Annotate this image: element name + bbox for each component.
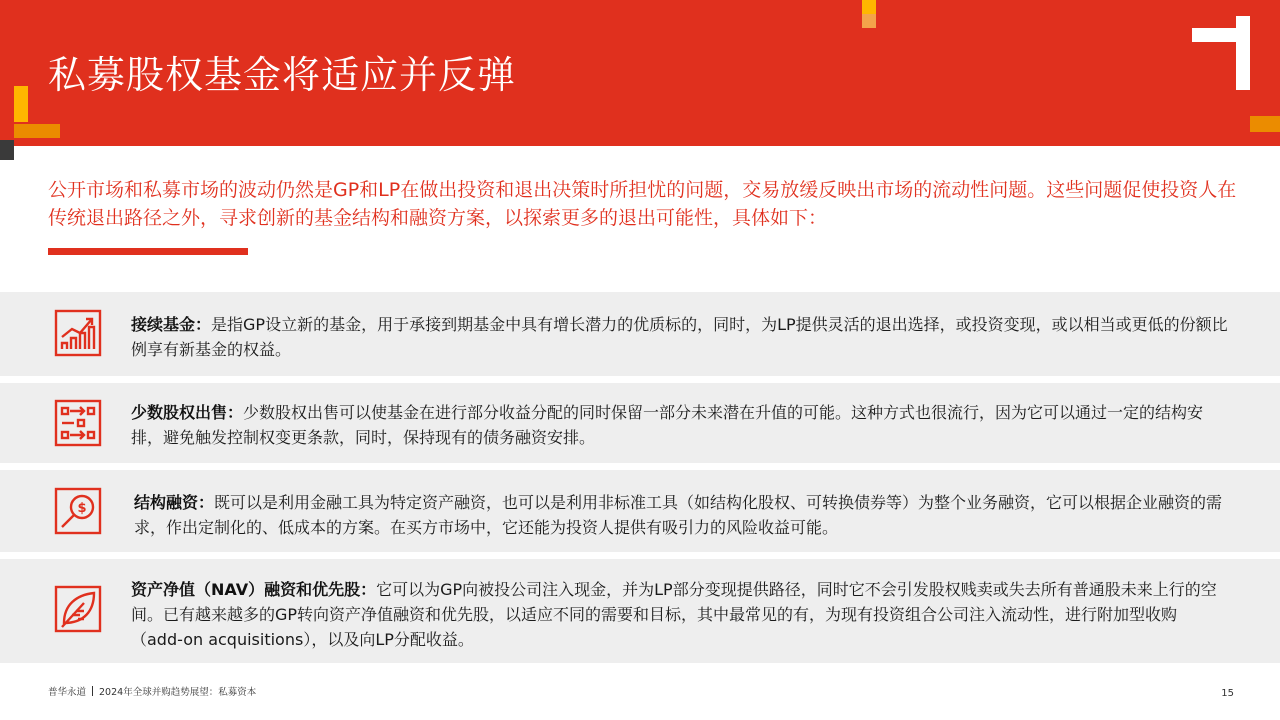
page-title: 私募股权基金将适应并反弹 — [48, 53, 517, 97]
dollar-search-icon — [54, 487, 102, 535]
corner-t-decoration — [1186, 16, 1280, 136]
leaf-icon — [54, 585, 102, 633]
list-item-text — [131, 400, 1231, 450]
list-item — [0, 292, 1280, 376]
intro-paragraph: 公开市场和私募市场的波动仍然是GP和LP在做出投资和退出决策时所担忧的问题，交易放缓反映出市场的流动性问题。这些问题促使投资人在传统退出路径之外，寻求创新的基金结构和融资方案，以探索更多的退出可能性，具体如下： — [48, 179, 1237, 229]
footer-report-title: 2024年全球并购趋势展望：私募资本 — [99, 687, 257, 698]
growth-chart-icon — [54, 309, 102, 357]
list-item-description: 它可以为GP向被投公司注入现金，并为LP部分变现提供路径，同时它不会引发股权贱卖或失去所有普通股未来上行的空间。已有越来越多的GP转向资产净值融资和优先股，以适应不同的需要和目标，其中最常见的有，为现有投资组合公司注入流动性，进行附加型收购（add-on acquisitions），以及向LP分配收益。 — [131, 580, 1217, 649]
list-item-term: 接续基金： — [131, 315, 212, 334]
list-item-text — [131, 577, 1226, 652]
list-item-term: 少数股权出售： — [131, 403, 244, 422]
list-item-description: 是指GP设立新的基金，用于承接到期基金中具有增长潜力的优质标的，同时，为LP提供灵活的退出选择，或投资变现，或以相当或更低的份额比例享有新基金的权益。 — [131, 315, 1228, 359]
footer-divider — [92, 686, 93, 696]
top-stripe-decoration — [862, 0, 880, 30]
list-item-text — [134, 490, 1234, 540]
footer-brand: 普华永道 — [48, 687, 87, 698]
page-number: 15 — [1221, 688, 1234, 699]
svg-text:$: $ — [77, 501, 87, 516]
header-banner — [0, 0, 1280, 146]
list-item-description: 少数股权出售可以使基金在进行部分收益分配的同时保留一部分未来潜在升值的可能。这种方式也很流行，因为它可以通过一定的结构安排，避免触发控制权变更条款，同时，保持现有的债务融资安排。 — [131, 403, 1204, 447]
flow-diagram-icon — [54, 399, 102, 447]
list-item — [0, 383, 1280, 463]
footer — [48, 684, 256, 698]
list-item-text — [131, 312, 1231, 362]
list-item — [0, 470, 1280, 552]
list-item — [0, 559, 1280, 663]
list-item-term: 结构融资： — [134, 493, 215, 512]
list-item-description: 既可以是利用金融工具为特定资产融资，也可以是利用非标准工具（如结构化股权、可转换债券等）为整个业务融资，它可以根据企业融资的需求，作出定制化的、低成本的方案。在买方市场中，它还能为投资人提供有吸引力的风险收益可能。 — [134, 493, 1223, 537]
list-item-term: 资产净值（NAV）融资和优先股： — [131, 580, 377, 599]
title-underline — [48, 248, 248, 255]
